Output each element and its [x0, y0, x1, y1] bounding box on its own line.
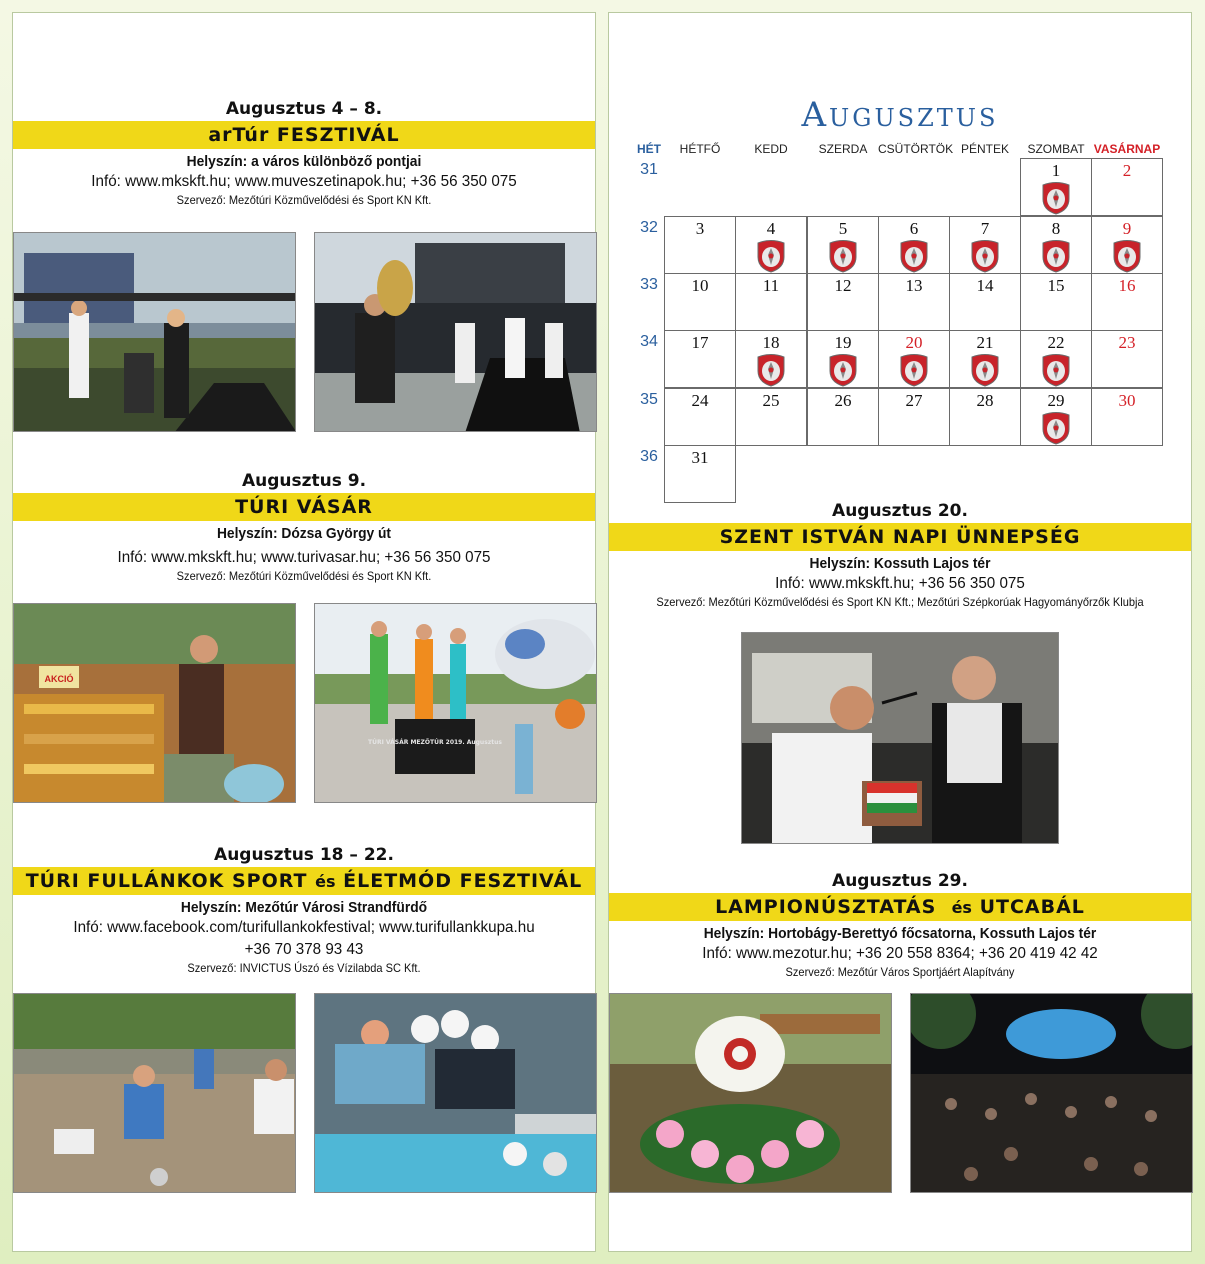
event-place: Helyszín: Hortobágy-Berettyó főcsatorna, Kossuth Lajos tér: [703, 925, 1097, 942]
calendar-day-number: 3: [695, 219, 705, 238]
calendar-day-cell: [735, 330, 807, 388]
calendar-day-number: 15: [1047, 276, 1065, 295]
calendar-day-number: 7: [980, 219, 990, 238]
photo-szent-istvan-handshake: [741, 632, 1059, 844]
calendar-day-number: 20: [905, 333, 923, 352]
event-title-part: LAMPIONÚSZTATÁS: [715, 896, 937, 918]
event-phone: +36 70 378 93 43: [244, 941, 364, 958]
calendar-day-number: 30: [1118, 391, 1136, 410]
calendar-day-number: 13: [905, 276, 923, 295]
calendar-day-cell: [878, 273, 950, 331]
event-date: Augusztus 20.: [832, 501, 968, 521]
calendar-day-number: 26: [834, 391, 852, 410]
event-place: Helyszín: Dózsa György út: [216, 525, 392, 542]
city-crest-icon: [827, 239, 859, 273]
calendar-day-cell: [1091, 388, 1163, 446]
calendar-day-cell: [807, 273, 879, 331]
header-week: HÉT: [637, 142, 661, 156]
calendar-day-cell: [949, 330, 1021, 388]
event-title: SZENT ISTVÁN NAPI ÜNNEPSÉG: [609, 523, 1191, 551]
header-day: HÉTFŐ: [679, 142, 721, 156]
event-organizer: Szervező: Mezőtúri Közművelődési és Sport KN Kft.: [176, 569, 432, 583]
city-crest-icon: [898, 239, 930, 273]
event-place: Helyszín: Mezőtúr Városi Strandfürdő: [180, 899, 428, 916]
event-place: Helyszín: a város különböző pontjai: [186, 153, 422, 170]
calendar-day-number: 17: [691, 333, 709, 352]
city-crest-icon: [969, 353, 1001, 387]
event-place: Helyszín: Kossuth Lajos tér: [809, 555, 991, 572]
calendar-day-number: 1: [1051, 161, 1061, 180]
calendar-day-cell: [1020, 273, 1092, 331]
city-crest-icon: [969, 239, 1001, 273]
calendar-day-number: 29: [1047, 391, 1065, 410]
city-crest-icon: [1040, 181, 1072, 215]
photo-water-polo: [314, 993, 597, 1193]
calendar-day-number: 21: [976, 333, 994, 352]
week-number: 34: [640, 333, 658, 350]
piano-banner: TÚRI VÁSÁR MEZŐTÚR 2019. Augusztus: [368, 739, 502, 746]
calendar-day-cell: [807, 216, 879, 274]
calendar-day-cell: [878, 216, 950, 274]
event-info: Infó: www.mkskft.hu; www.muveszetinapok.hu; +36 56 350 075: [91, 173, 517, 190]
event-szent-istvan: [609, 501, 1191, 610]
week-number: 31: [640, 161, 658, 178]
calendar-day-number: 4: [766, 219, 776, 238]
event-info: Infó: www.mezotur.hu; +36 20 558 8364; +36 20 419 42 42: [702, 945, 1098, 962]
right-page: [608, 12, 1192, 1252]
calendar-day-number: 16: [1118, 276, 1136, 295]
calendar-day-number: 2: [1122, 161, 1132, 180]
calendar-day-cell: [878, 330, 950, 388]
calendar-day-number: 10: [691, 276, 709, 295]
photo-vasar-stilt-walkers: [314, 603, 597, 803]
event-turi-vasar: [13, 471, 595, 584]
photo-lantern: [609, 993, 892, 1193]
event-lampion: [609, 871, 1191, 980]
event-title-part: TÚRI FULLÁNKOK SPORT: [25, 870, 308, 892]
calendar-day-cell: [1091, 158, 1163, 216]
event-organizer: Szervező: Mezőtúr Város Sportjáért Alapítvány: [785, 965, 1015, 979]
event-title: TÚRI VÁSÁR: [13, 493, 595, 521]
calendar-day-cell: [1091, 330, 1163, 388]
event-date: Augusztus 29.: [832, 871, 968, 891]
calendar-day-cell: [664, 445, 736, 503]
calendar-day-cell: [807, 330, 879, 388]
header-day: SZERDA: [818, 142, 868, 156]
event-organizer: Szervező: Mezőtúri Közművelődési és Sport KN Kft.; Mezőtúri Szépkorúak Hagyományőrzők Klubja: [656, 595, 1144, 609]
event-info: Infó: www.mkskft.hu; www.turivasar.hu; +36 56 350 075: [117, 549, 491, 566]
calendar-day-cell: [664, 216, 736, 274]
calendar-day-cell: [1020, 216, 1092, 274]
calendar-day-number: 14: [976, 276, 994, 295]
header-sunday: VASÁRNAP: [1093, 142, 1161, 156]
photo-artur-stage-violin: [13, 232, 296, 432]
header-day: SZOMBAT: [1027, 142, 1085, 156]
calendar-day-cell: [735, 216, 807, 274]
calendar-day-number: 12: [834, 276, 852, 295]
calendar-day-number: 28: [976, 391, 994, 410]
week-number: 35: [640, 391, 658, 408]
header-day: KEDD: [754, 142, 788, 156]
photo-beach-soccer: [13, 993, 296, 1193]
week-number: 32: [640, 219, 658, 236]
calendar-day-cell: [949, 388, 1021, 446]
week-number: 33: [640, 276, 658, 293]
event-date: Augusztus 18 – 22.: [214, 845, 394, 865]
calendar-day-number: 23: [1118, 333, 1136, 352]
event-title-part: ÉLETMÓD FESZTIVÁL: [343, 870, 583, 892]
calendar-day-cell: [735, 273, 807, 331]
event-title: [13, 867, 595, 895]
calendar-day-cell: [949, 216, 1021, 274]
calendar-day-number: 24: [691, 391, 709, 410]
calendar-day-cell: [1091, 216, 1163, 274]
header-day: CSÜTÖRTÖK: [878, 142, 954, 156]
city-crest-icon: [1111, 239, 1143, 273]
calendar-day-number: 8: [1051, 219, 1061, 238]
akcio-sign: AKCIÓ: [44, 674, 74, 684]
photo-artur-brass-band: [314, 232, 597, 432]
calendar-day-number: 22: [1047, 333, 1065, 352]
calendar-day-cell: [1091, 273, 1163, 331]
calendar-day-cell: [735, 388, 807, 446]
calendar-day-number: 19: [834, 333, 852, 352]
event-title-part: UTCABÁL: [979, 896, 1085, 918]
event-info: Infó: www.mkskft.hu; +36 56 350 075: [775, 575, 1025, 592]
calendar-day-cell: [1020, 330, 1092, 388]
calendar-day-cell: [664, 388, 736, 446]
event-title: arTúr FESZTIVÁL: [13, 121, 595, 149]
left-page: [12, 12, 596, 1252]
city-crest-icon: [827, 353, 859, 387]
event-artur-festival: [13, 99, 595, 208]
calendar-day-number: 6: [909, 219, 919, 238]
calendar-day-cell: [878, 388, 950, 446]
header-day: PÉNTEK: [960, 142, 1009, 156]
calendar-day-number: 5: [838, 219, 848, 238]
event-info: Infó: www.facebook.com/turifullankokfestival; www.turifullankkupa.hu: [73, 919, 535, 936]
photo-vasar-honey-stall: [13, 603, 296, 803]
calendar-day-cell: [664, 273, 736, 331]
city-crest-icon: [1040, 239, 1072, 273]
calendar-day-cell: [1020, 158, 1092, 216]
calendar-day-number: 9: [1122, 219, 1132, 238]
city-crest-icon: [1040, 411, 1072, 445]
calendar-day-number: 11: [762, 276, 780, 295]
week-number: 36: [640, 448, 658, 465]
calendar-day-number: 25: [762, 391, 780, 410]
event-title-conjunction: és: [951, 898, 972, 917]
photo-street-ball: [910, 993, 1193, 1193]
event-title-conjunction: és: [315, 872, 336, 891]
month-title: Augusztus: [801, 95, 999, 135]
event-title: [609, 893, 1191, 921]
event-date: Augusztus 4 – 8.: [225, 99, 383, 119]
event-organizer: Szervező: Mezőtúri Közművelődési és Sport KN Kft.: [176, 193, 432, 207]
event-organizer: Szervező: INVICTUS Úszó és Vízilabda SC Kft.: [187, 961, 421, 975]
event-date: Augusztus 9.: [241, 471, 367, 491]
city-crest-icon: [755, 353, 787, 387]
event-turi-fullankok: [13, 845, 595, 976]
city-crest-icon: [1040, 353, 1072, 387]
calendar-day-cell: [807, 388, 879, 446]
calendar-day-number: 18: [762, 333, 780, 352]
calendar-day-cell: [664, 330, 736, 388]
calendar-day-cell: [1020, 388, 1092, 446]
calendar-day-number: 31: [691, 448, 709, 467]
city-crest-icon: [898, 353, 930, 387]
city-crest-icon: [755, 239, 787, 273]
calendar-day-cell: [949, 273, 1021, 331]
calendar-day-number: 27: [905, 391, 923, 410]
